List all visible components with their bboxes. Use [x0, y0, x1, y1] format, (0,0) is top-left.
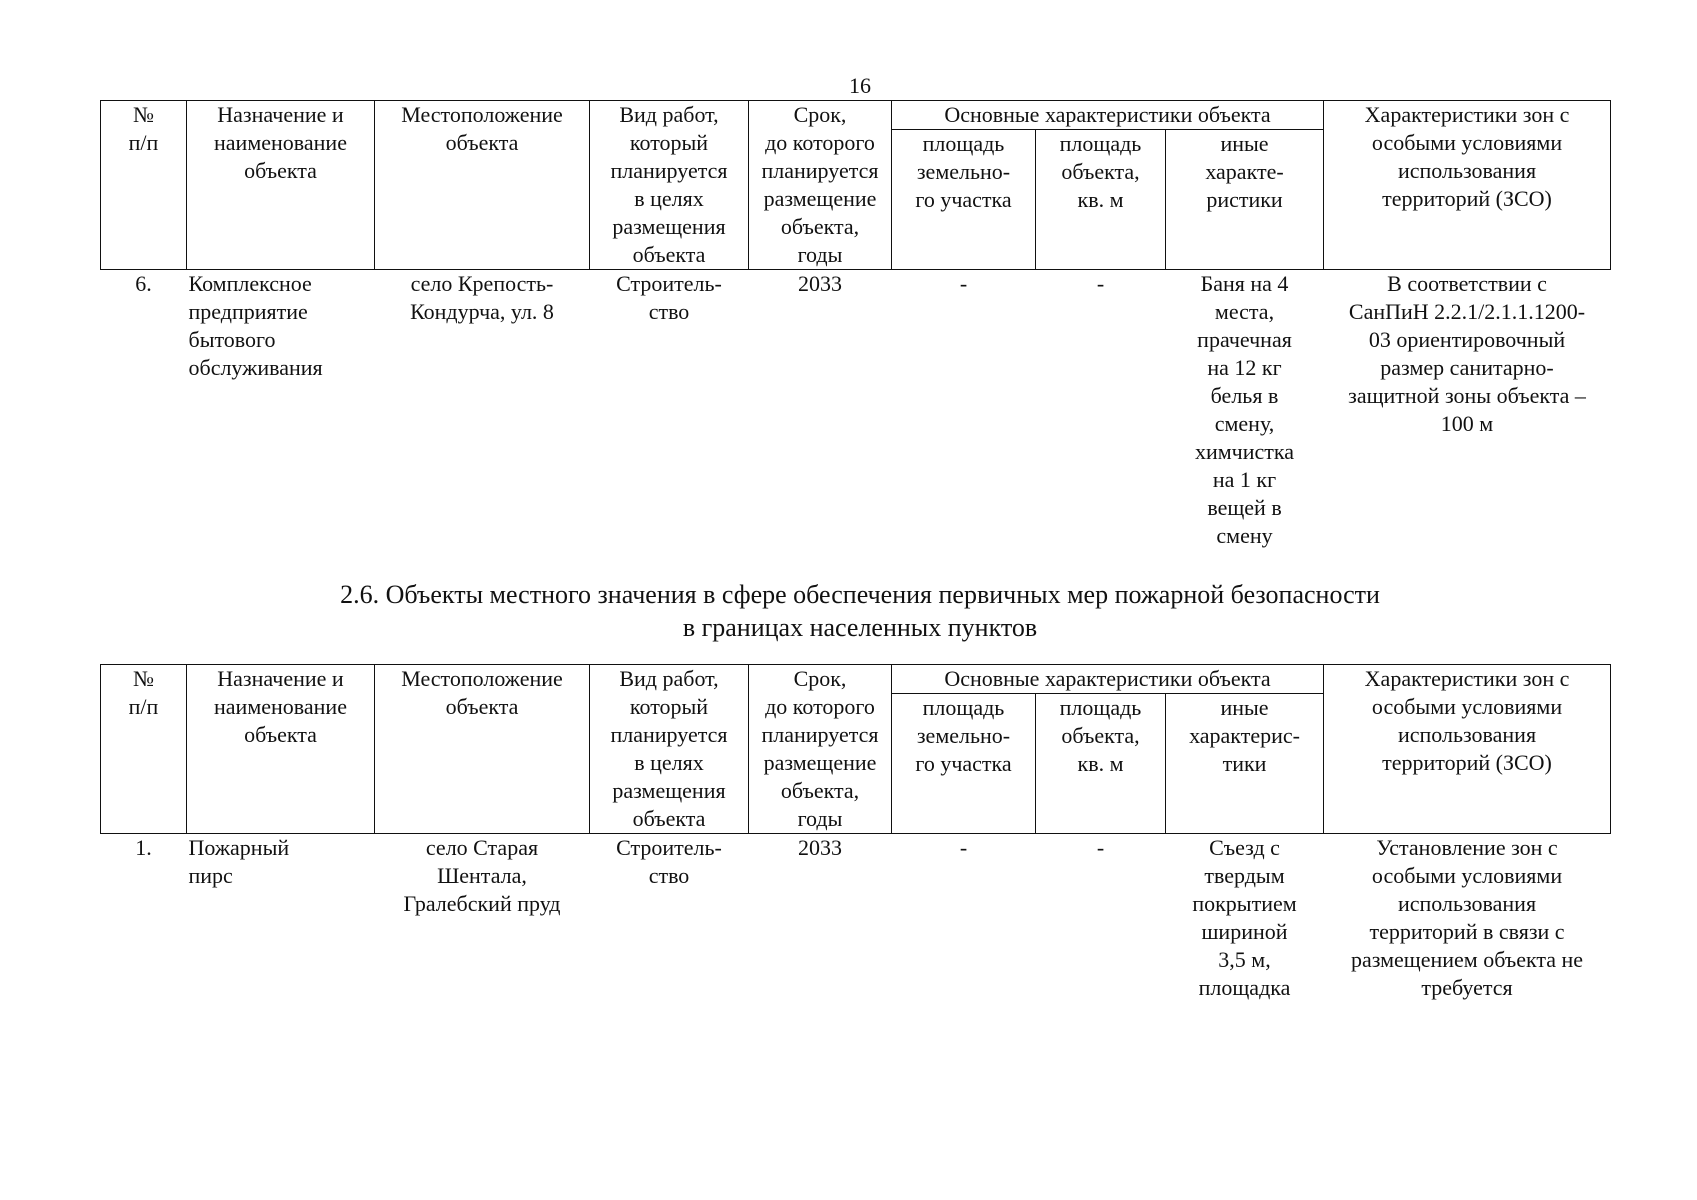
header-object-area: площадь объекта, кв. м: [1036, 694, 1166, 834]
header-location: Местоположение объекта: [375, 101, 590, 270]
row-object-area: -: [1096, 835, 1105, 860]
header-deadline: Срок, до которого планируется размещение объекта, годы: [749, 101, 892, 270]
header-zso: Характеристики зон с особыми условиями использования территорий (ЗСО): [1324, 101, 1611, 270]
header-main-characteristics: Основные характеристики объекта: [892, 665, 1324, 694]
row-location: село Старая Шентала, Гралебский пруд: [403, 835, 561, 916]
header-other-characteristics: иные характе- ристики: [1166, 130, 1324, 270]
header-name: Назначение и наименование объекта: [187, 665, 375, 834]
row-land-area: -: [959, 271, 968, 296]
row-num: 1.: [135, 835, 152, 860]
row-work-type: Строитель- ство: [616, 271, 722, 324]
header-other-characteristics: иные характерис- тики: [1166, 694, 1324, 834]
row-zso: В соответствии с СанПиН 2.2.1/2.1.1.1200- 03 ориентировочный размер санитарно- защитной зоны объекта – 100 м: [1348, 271, 1586, 436]
row-zso: Установление зон с особыми условиями использования территорий в связи с размещением объекта не требуется: [1350, 835, 1584, 1000]
table-row: [101, 834, 1611, 1003]
section-title: [0, 578, 1697, 644]
objects-table-2: [100, 664, 1611, 1002]
header-num: № п/п: [101, 101, 187, 270]
row-deadline: 2033: [798, 835, 842, 860]
row-other-characteristics: Баня на 4 места, прачечная на 12 кг белья в смену, химчистка на 1 кг вещей в смену: [1194, 271, 1295, 548]
header-land-area: площадь земельно- го участка: [892, 130, 1036, 270]
header-work-type: Вид работ, который планируется в целях размещения объекта: [590, 665, 749, 834]
row-other-characteristics: Съезд с твердым покрытием шириной 3,5 м, площадка: [1192, 835, 1297, 1000]
row-num: 6.: [135, 271, 152, 296]
row-name: Пожарный пирс: [188, 835, 290, 888]
header-main-characteristics: Основные характеристики объекта: [892, 101, 1324, 130]
header-object-area: площадь объекта, кв. м: [1036, 130, 1166, 270]
header-deadline: Срок, до которого планируется размещение объекта, годы: [749, 665, 892, 834]
row-location: село Крепость- Кондурча, ул. 8: [410, 271, 554, 324]
header-land-area: площадь земельно- го участка: [892, 694, 1036, 834]
header-num: № п/п: [101, 665, 187, 834]
objects-table-1: [100, 100, 1611, 550]
row-name: Комплексное предприятие бытового обслуживания: [188, 271, 323, 380]
header-location: Местоположение объекта: [375, 665, 590, 834]
header-name: Назначение и наименование объекта: [187, 101, 375, 270]
row-land-area: -: [959, 835, 968, 860]
header-zso: Характеристики зон с особыми условиями использования территорий (ЗСО): [1324, 665, 1611, 834]
section-title-line-2: в границах населенных пунктов: [682, 613, 1038, 642]
table-row: [101, 270, 1611, 551]
header-work-type: Вид работ, который планируется в целях размещения объекта: [590, 101, 749, 270]
row-deadline: 2033: [798, 271, 842, 296]
page-number: 16: [849, 73, 871, 98]
row-work-type: Строитель- ство: [616, 835, 722, 888]
section-title-line-1: 2.6. Объекты местного значения в сфере обеспечения первичных мер пожарной безопасности: [340, 580, 1380, 609]
row-object-area: -: [1096, 271, 1105, 296]
